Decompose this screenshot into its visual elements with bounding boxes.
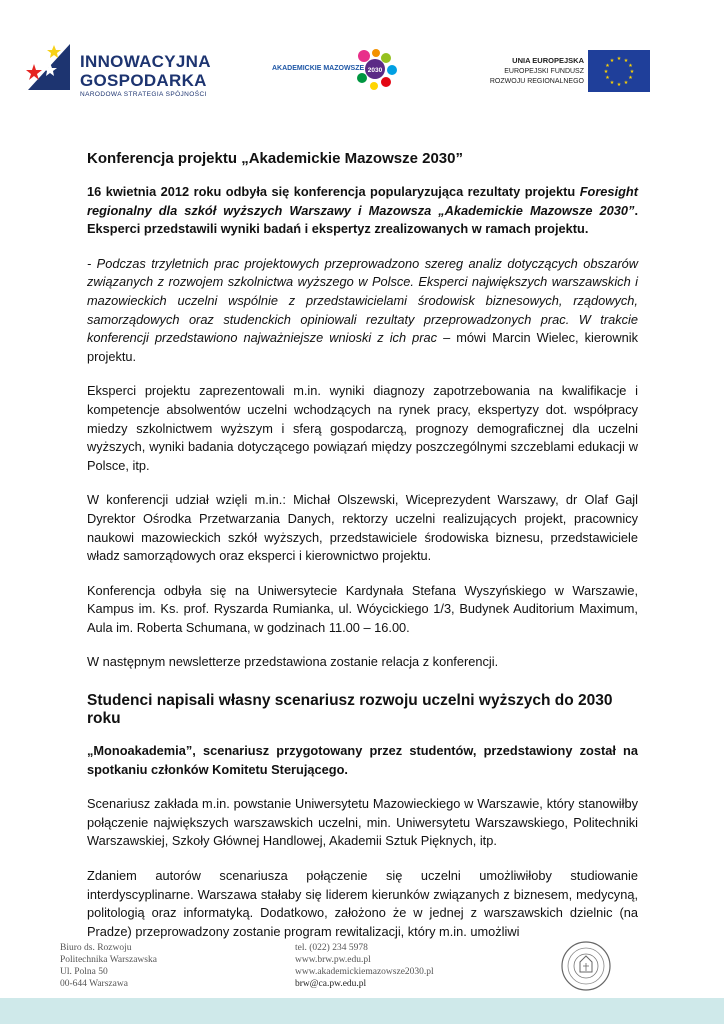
eu-logo bbox=[470, 50, 654, 96]
am-year: 2030 bbox=[367, 67, 383, 74]
svg-text:★: ★ bbox=[628, 63, 633, 69]
footer-addr-line3: Ul. Polna 50 bbox=[60, 967, 108, 977]
innowacyjna-gospodarka-logo bbox=[24, 38, 224, 104]
footer-color-bar bbox=[0, 998, 724, 1024]
article1-lead-c: . Eksperci przedstawili wyniki badań i ekspertyz zrealizowanych w ramach projektu. bbox=[87, 202, 638, 237]
article1-paragraph-4: W konferencji udział wzięli m.in.: Michał Olszewski, Wiceprezydent Warszawy, dr Olaf Gajl Dyrektor Ośrodka Przetwarzania Danych, rektorzy uczelni realizujących projekt, pracownicy naukowi mazowieckich szkół wyższych, przedstawiciele środowiska biznesu, przedstawiciele władz samorządowych oraz eksperci i kierownictwo projektu. bbox=[87, 492, 638, 564]
article1-paragraph-3: Eksperci projektu zaprezentowali m.in. wyniki diagnozy zapotrzebowania na kwalifikacje i kompetencje absolwentów uczelni wchodzących na rynek pracy, ekspertyzy dot. współpracy miedzy szkolnictwem wyższym i sferą gospodarczą, prognozy demograficznej dla uczelni wyższych, wyniki badania dotyczącego powiązań między poszczególnymi szczeblami edukacji w Polsce, itp. bbox=[87, 383, 638, 473]
eu-line1: UNIA EUROPEJSKA bbox=[512, 56, 584, 65]
article1-paragraph-6: W następnym newsletterze przedstawiona zostanie relacja z konferencji. bbox=[87, 654, 499, 670]
svg-text:★: ★ bbox=[609, 80, 615, 86]
svg-text:★: ★ bbox=[629, 69, 635, 75]
svg-text:★: ★ bbox=[609, 58, 615, 64]
footer-email[interactable]: brw@ca.pw.edu.pl bbox=[295, 979, 367, 989]
footer-address bbox=[60, 942, 157, 990]
am-logo-text: AKADEMICKIE MAZOWSZE bbox=[272, 65, 365, 72]
article-body bbox=[87, 150, 638, 957]
footer-addr-line1: Biuro ds. Rozwoju bbox=[60, 943, 132, 953]
article1-paragraph-5: Konferencja odbyła się na Uniwersytecie Kardynała Stefana Wyszyńskiego w Warszawie, Kampus im. Ks. prof. Ryszarda Rumianka, ul. Wóycickiego 1/3, Budynek Auditorium Maximum, Aula im. Roberta Schumana, w godzinach 11.00 – 16.00. bbox=[87, 582, 638, 635]
svg-text:★: ★ bbox=[603, 69, 609, 75]
footer-web2[interactable]: www.akademickiemazowsze2030.pl bbox=[295, 967, 434, 977]
svg-text:★: ★ bbox=[623, 80, 629, 86]
page-footer bbox=[0, 942, 724, 994]
footer-web1[interactable]: www.brw.pw.edu.pl bbox=[295, 955, 371, 965]
ig-subtitle: NARODOWA STRATEGIA SPÓJNOŚCI bbox=[80, 91, 207, 98]
article1-title: Konferencja projektu „Akademickie Mazowsze 2030” bbox=[87, 150, 463, 167]
footer-tel: tel. (022) 234 5978 bbox=[295, 943, 368, 953]
article1-quote-paragraph bbox=[87, 255, 638, 367]
footer-contact bbox=[295, 942, 434, 990]
article1-quote-attribution: – mówi Marcin Wielec, kierownik projektu. bbox=[87, 330, 638, 364]
am-dots-icon bbox=[354, 48, 400, 92]
ig-star-mark-icon bbox=[24, 40, 74, 92]
page-header bbox=[0, 38, 724, 110]
footer-addr-line4: 00-644 Warszawa bbox=[60, 979, 128, 989]
article1-lead-project: Foresight regionalny dla szkół wyższych Warszawy i Mazowsza „Akademickie Mazowsze 2030” bbox=[87, 184, 638, 218]
eu-line2: EUROPEJSKI FUNDUSZ bbox=[504, 68, 584, 75]
article2-title: Studenci napisali własny scenariusz rozwoju uczelni wyższych do 2030 roku bbox=[87, 692, 613, 728]
svg-text:★: ★ bbox=[605, 75, 610, 81]
svg-text:★: ★ bbox=[616, 56, 622, 62]
university-seal-icon bbox=[560, 940, 612, 992]
svg-text:★: ★ bbox=[605, 63, 610, 69]
akademickie-mazowsze-logo bbox=[268, 48, 398, 92]
article2-paragraph-2: Scenariusz zakłada m.in. powstanie Uniwersytetu Mazowieckiego w Warszawie, który stanowiłby połączenie największych warszawskich uczelni, min. Uniwersytetu Warszawskiego, Politechniki Warszawskiej, Szkoły Głównej Handlowej, Akademii Sztuk Pięknych, itp. bbox=[87, 796, 638, 849]
svg-text:★: ★ bbox=[623, 58, 629, 64]
article1-lead bbox=[87, 183, 638, 239]
eu-flag-icon bbox=[588, 50, 650, 92]
article2-lead: „Monoakademia”, scenariusz przygotowany przez studentów, przedstawiony został na spotkaniu członków Komitetu Sterującego. bbox=[87, 743, 638, 777]
svg-text:★: ★ bbox=[616, 82, 622, 88]
svg-text:★: ★ bbox=[628, 75, 633, 81]
ig-title-line1: INNOWACYJNA bbox=[80, 52, 211, 71]
eu-line3: ROZWOJU REGIONALNEGO bbox=[489, 78, 584, 85]
ig-title-line2: GOSPODARKA bbox=[80, 71, 207, 90]
article1-quote: - Podczas trzyletnich prac projektowych przeprowadzono szereg analiz dotyczących obszarów związanych z rozwojem szkolnictwa wyższego w Polsce. Eksperci największych warszawskich i mazowieckich uczelni wspólnie z przedstawicielami środowisk biznesowych, rządowych, samorządowych oraz studenckich opiniowali rezultaty przeprowadzonych prac. W trakcie konferencji przedstawiono najważniejsze wnioski z ich prac bbox=[87, 255, 638, 346]
footer-addr-line2: Politechnika Warszawska bbox=[60, 955, 157, 965]
article1-lead-a: 16 kwietnia 2012 roku odbyła się konferencja popularyzująca rezultaty projektu bbox=[87, 184, 580, 199]
article2-paragraph-3: Zdaniem autorów scenariusza połączenie się uczelni umożliwiłoby studiowanie interdyscyplinarne. Warszawa stałaby się liderem kierunków związanych z biznesem, medycyną, politologią oraz informatyką. Dodatkowo, założono że w jednej z warszawskich dzielnic (na Pradze) przeprowadzony zostanie program rewitalizacji, który m.in. umożliwi bbox=[87, 868, 638, 939]
